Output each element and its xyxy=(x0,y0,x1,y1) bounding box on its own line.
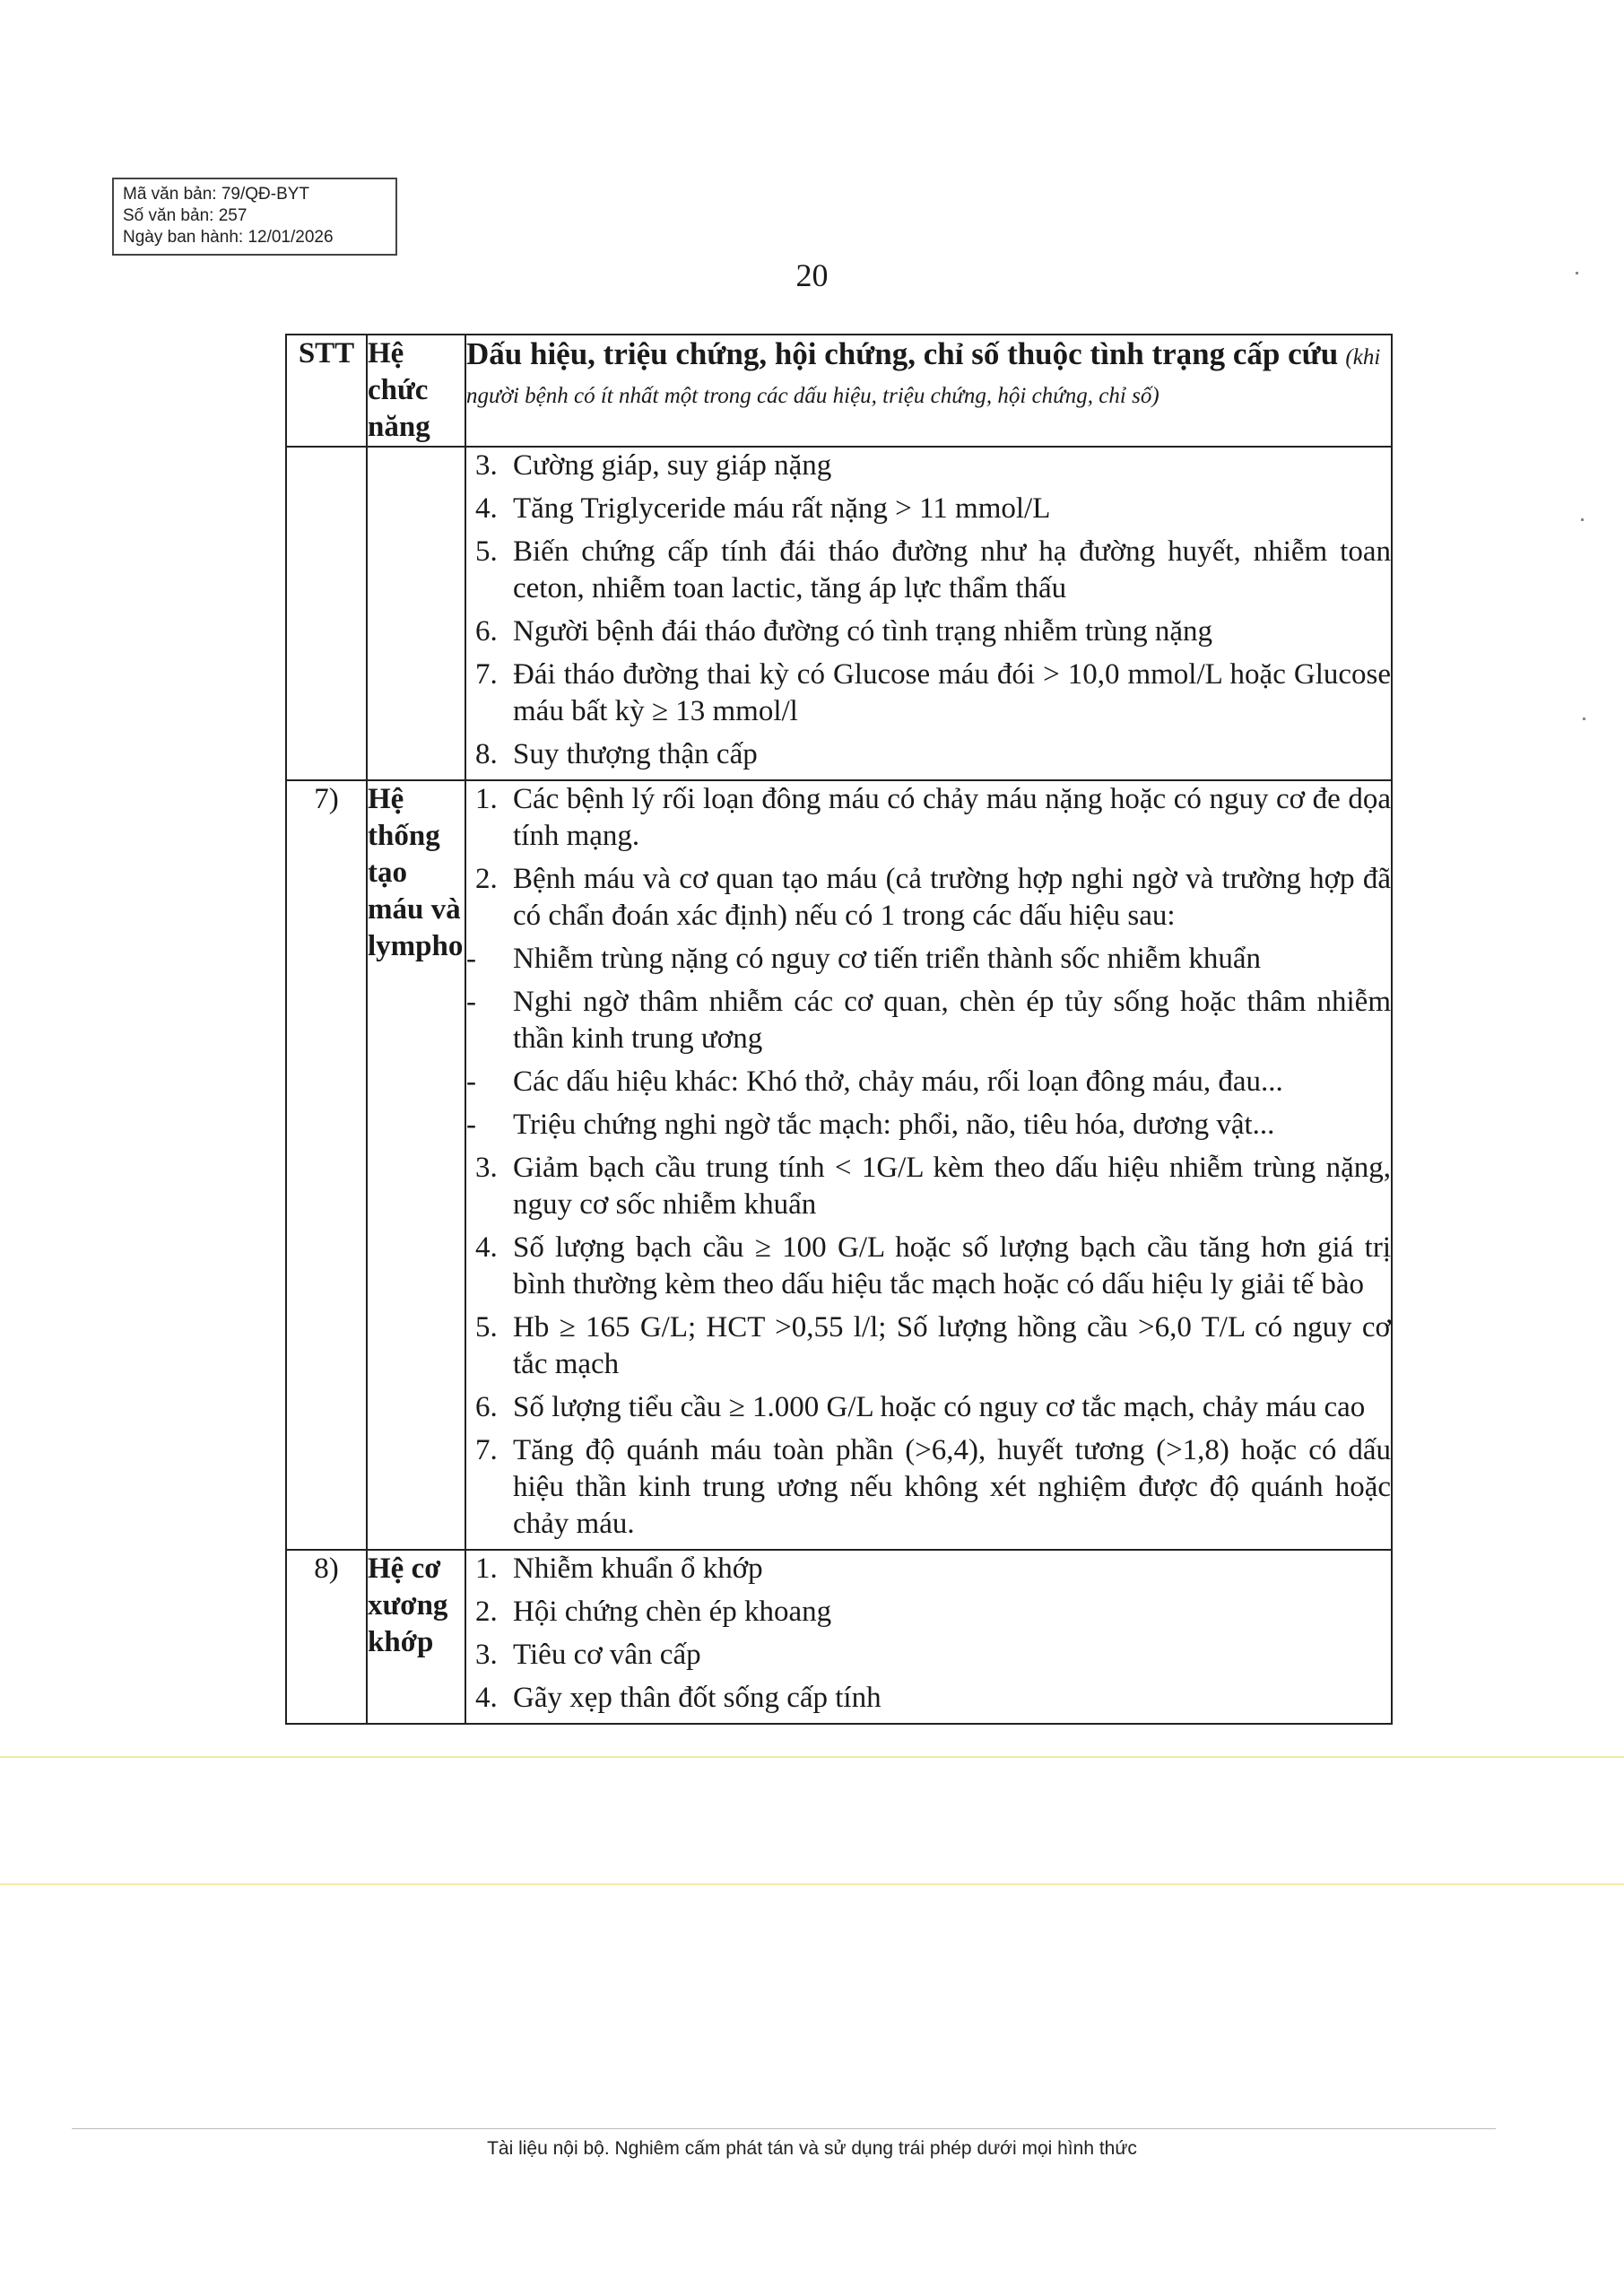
criteria-item-text: Nhiễm trùng nặng có nguy cơ tiến triển thành sốc nhiễm khuẩn xyxy=(513,943,1262,975)
criteria-item-text: Số lượng bạch cầu ≥ 100 G/L hoặc số lượng bạch cầu tăng hơn giá trị bình thường kèm theo dấu hiệu tắc mạch hoặc có dấu hiệu ly giải tế bào xyxy=(513,1231,1391,1300)
criteria-item-text: Cường giáp, suy giáp nặng xyxy=(513,449,832,482)
criteria-item xyxy=(466,613,1391,650)
criteria-item-text: Nhiễm khuẩn ổ khớp xyxy=(513,1552,763,1585)
criteria-item xyxy=(466,1064,1391,1100)
criteria-list xyxy=(466,1551,1391,1717)
criteria-item-number: - xyxy=(466,1109,476,1141)
criteria-item-text: Tiêu cơ vân cấp xyxy=(513,1639,701,1671)
table-row xyxy=(286,1550,1392,1724)
scan-speck xyxy=(1576,272,1578,274)
row-stt xyxy=(286,447,367,780)
criteria-item-text: Đái tháo đường thai kỳ có Glucose máu đói > 10,0 mmol/L hoặc Glucose máu bất kỳ ≥ 13 mmol/l xyxy=(513,658,1391,727)
criteria-item xyxy=(466,1389,1391,1426)
row-detail xyxy=(465,1550,1392,1724)
row-system: Hệ cơ xương khớp xyxy=(367,1550,465,1724)
criteria-item-text: Gãy xẹp thân đốt sống cấp tính xyxy=(513,1682,881,1714)
criteria-item-number: 5. xyxy=(475,535,498,568)
document-stamp xyxy=(112,178,397,256)
criteria-item-number: 2. xyxy=(475,863,498,895)
row-stt: 7) xyxy=(286,780,367,1550)
criteria-item-number: 6. xyxy=(475,1391,498,1423)
criteria-item-number: 3. xyxy=(475,449,498,482)
criteria-item xyxy=(466,448,1391,484)
criteria-item-number: 5. xyxy=(475,1311,498,1344)
table-row xyxy=(286,447,1392,780)
criteria-item-number: 1. xyxy=(475,1552,498,1585)
header-detail-title: Dấu hiệu, triệu chứng, hội chứng, chỉ số thuộc tình trạng cấp cứu xyxy=(466,336,1339,371)
criteria-item-text: Triệu chứng nghi ngờ tắc mạch: phổi, não, tiêu hóa, dương vật... xyxy=(513,1109,1275,1141)
stamp-document-number: Số văn bản: 257 xyxy=(123,206,248,225)
scan-highlight-line xyxy=(0,1883,1624,1885)
header-detail xyxy=(465,335,1392,447)
criteria-item-text: Tăng độ quánh máu toàn phần (>6,4), huyết tương (>1,8) hoặc có dấu hiệu thần kinh trung ương nếu không xét nghiệm được độ quánh hoặc chảy máu. xyxy=(513,1434,1391,1540)
criteria-item-number: 4. xyxy=(475,1231,498,1264)
criteria-item xyxy=(466,781,1391,855)
header-system: Hệ chức năng xyxy=(367,335,465,447)
stamp-document-code: Mã văn bản: 79/QĐ-BYT xyxy=(123,185,310,204)
scan-speck xyxy=(1581,518,1584,521)
criteria-item-number: 6. xyxy=(475,615,498,648)
footer-divider xyxy=(72,2128,1496,2129)
scan-speck xyxy=(1583,718,1585,720)
page-number: 20 xyxy=(795,257,829,293)
row-stt: 8) xyxy=(286,1550,367,1724)
criteria-item xyxy=(466,657,1391,730)
criteria-item-number: - xyxy=(466,943,476,975)
row-detail xyxy=(465,447,1392,780)
criteria-item xyxy=(466,491,1391,527)
criteria-item-number: 2. xyxy=(475,1596,498,1628)
criteria-item-text: Người bệnh đái tháo đường có tình trạng nhiễm trùng nặng xyxy=(513,615,1213,648)
criteria-item-number: - xyxy=(466,986,476,1018)
criteria-item-number: - xyxy=(466,1065,476,1098)
header-detail-note: (khi người bệnh có ít nhất một trong các dấu hiệu, triệu chứng, hội chứng, chỉ số) xyxy=(466,345,1381,408)
criteria-item-number: 1. xyxy=(475,783,498,815)
criteria-list xyxy=(466,448,1391,773)
row-system: Hệ thống tạo máu và lympho xyxy=(367,780,465,1550)
criteria-item-text: Tăng Triglyceride máu rất nặng > 11 mmol/L xyxy=(513,492,1051,525)
criteria-item-text: Các dấu hiệu khác: Khó thở, chảy máu, rối loạn đông máu, đau... xyxy=(513,1065,1283,1098)
criteria-item-text: Hb ≥ 165 G/L; HCT >0,55 l/l; Số lượng hồng cầu >6,0 T/L có nguy cơ tắc mạch xyxy=(513,1311,1391,1380)
criteria-item xyxy=(466,1107,1391,1144)
row-detail xyxy=(465,780,1392,1550)
criteria-item-number: 4. xyxy=(475,1682,498,1714)
emergency-criteria-table xyxy=(285,334,1393,1725)
criteria-item xyxy=(466,1551,1391,1587)
criteria-item xyxy=(466,1680,1391,1717)
criteria-item xyxy=(466,984,1391,1057)
criteria-item-number: 7. xyxy=(475,658,498,691)
criteria-item xyxy=(466,534,1391,607)
table-header-row xyxy=(286,335,1392,447)
criteria-item xyxy=(466,1432,1391,1543)
criteria-item xyxy=(466,1594,1391,1631)
criteria-list xyxy=(466,781,1391,1543)
scan-highlight-line xyxy=(0,1756,1624,1758)
criteria-item-text: Các bệnh lý rối loạn đông máu có chảy máu nặng hoặc có nguy cơ đe dọa tính mạng. xyxy=(513,783,1391,852)
criteria-item-number: 3. xyxy=(475,1152,498,1184)
criteria-item-text: Suy thượng thận cấp xyxy=(513,738,758,770)
criteria-item-text: Giảm bạch cầu trung tính < 1G/L kèm theo dấu hiệu nhiễm trùng nặng, nguy cơ sốc nhiễm khuẩn xyxy=(513,1152,1391,1221)
criteria-item xyxy=(466,1309,1391,1383)
criteria-item-text: Biến chứng cấp tính đái tháo đường như hạ đường huyết, nhiễm toan ceton, nhiễm toan lactic, tăng áp lực thẩm thấu xyxy=(513,535,1391,604)
row-system xyxy=(367,447,465,780)
footer-notice: Tài liệu nội bộ. Nghiêm cấm phát tán và sử dụng trái phép dưới mọi hình thức xyxy=(487,2138,1137,2159)
criteria-item xyxy=(466,736,1391,773)
criteria-item-number: 4. xyxy=(475,492,498,525)
criteria-item-text: Bệnh máu và cơ quan tạo máu (cả trường hợp nghi ngờ và trường hợp đã có chẩn đoán xác định) nếu có 1 trong các dấu hiệu sau: xyxy=(513,863,1391,932)
criteria-item xyxy=(466,1637,1391,1674)
criteria-item xyxy=(466,1150,1391,1223)
criteria-item xyxy=(466,941,1391,978)
criteria-item-text: Nghi ngờ thâm nhiễm các cơ quan, chèn ép tủy sống hoặc thâm nhiễm thần kinh trung ương xyxy=(513,986,1391,1055)
criteria-item xyxy=(466,861,1391,935)
criteria-item-number: 8. xyxy=(475,738,498,770)
criteria-item-text: Hội chứng chèn ép khoang xyxy=(513,1596,832,1628)
criteria-item-number: 7. xyxy=(475,1434,498,1466)
table-row xyxy=(286,780,1392,1550)
header-stt: STT xyxy=(286,335,367,447)
stamp-issue-date: Ngày ban hành: 12/01/2026 xyxy=(123,228,334,247)
criteria-item xyxy=(466,1230,1391,1303)
criteria-item-number: 3. xyxy=(475,1639,498,1671)
criteria-item-text: Số lượng tiểu cầu ≥ 1.000 G/L hoặc có nguy cơ tắc mạch, chảy máu cao xyxy=(513,1391,1366,1423)
